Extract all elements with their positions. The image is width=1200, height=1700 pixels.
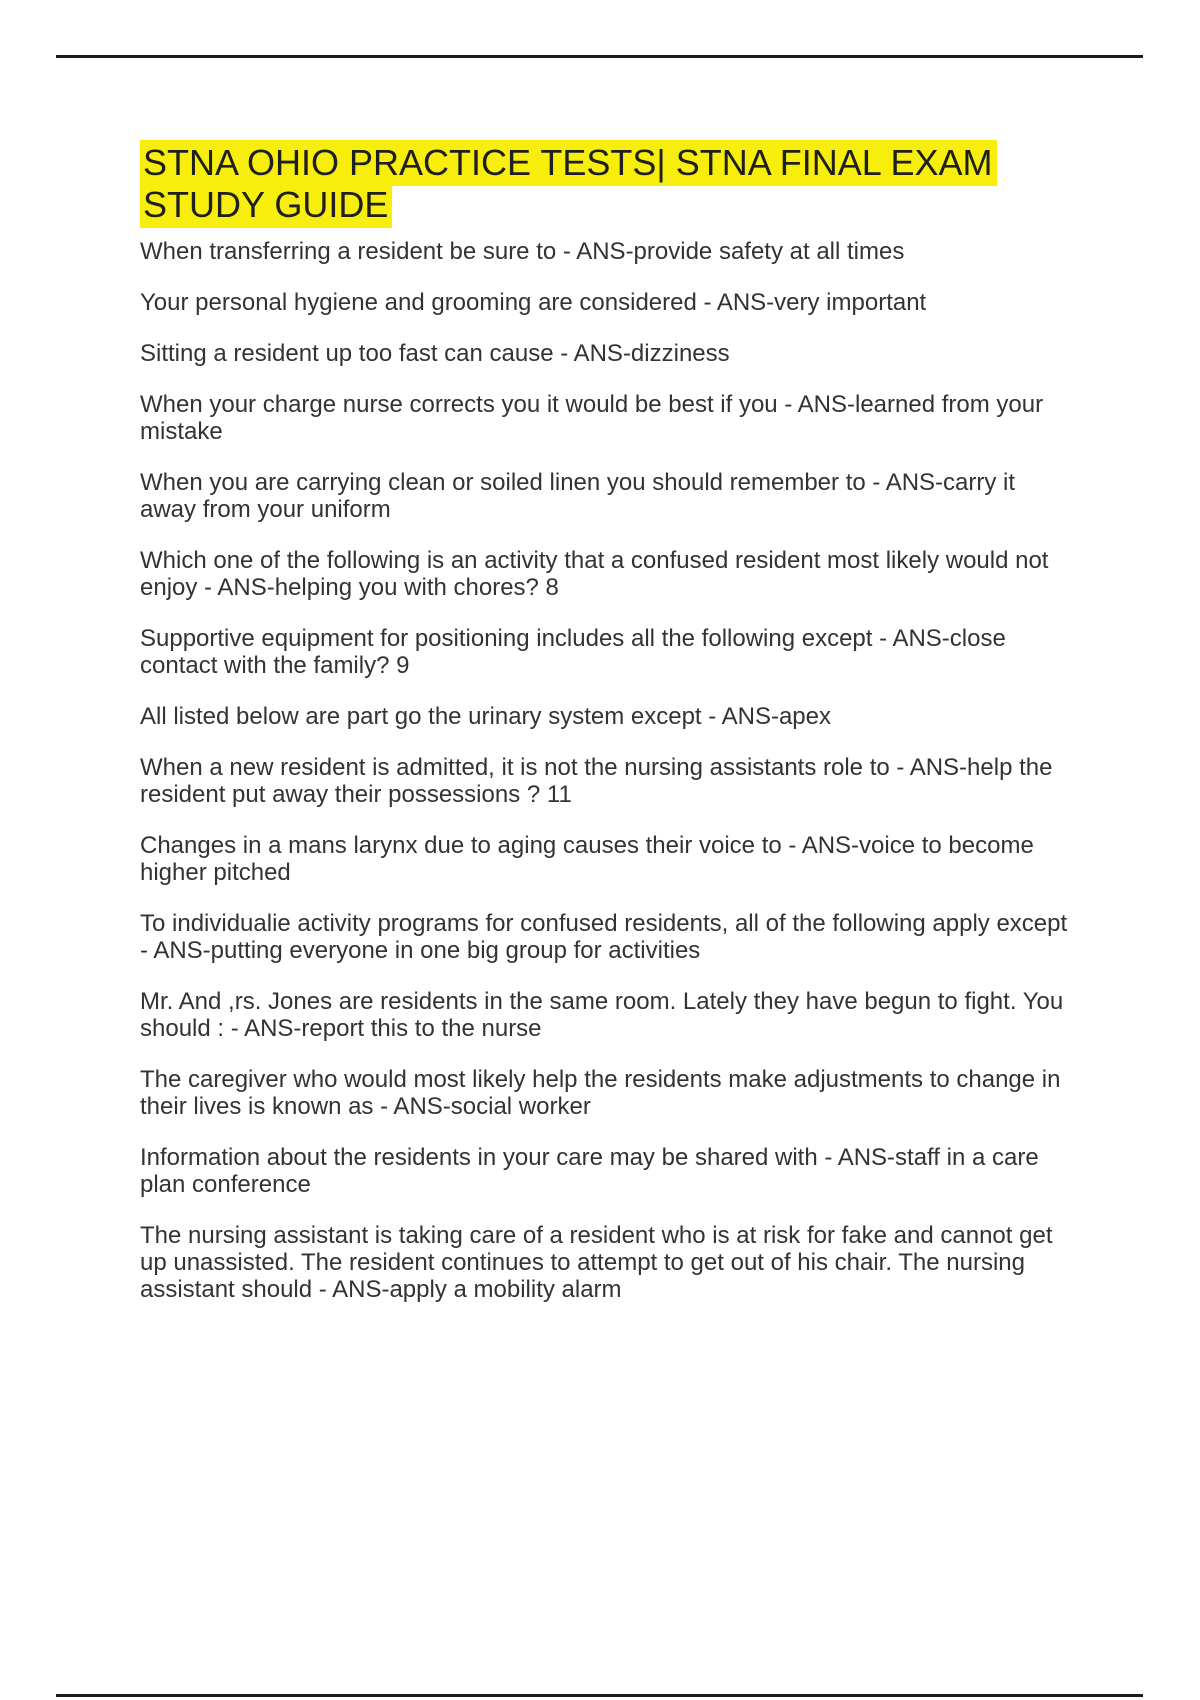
qa-item: Changes in a mans larynx due to aging causes their voice to - ANS-voice to become higher pitched [140,832,1034,886]
qa-item: The nursing assistant is taking care of a resident who is at risk for fake and cannot get up unassisted. The resident continues to attempt to get out of his chair. The nursing assistant should - ANS-apply a mobility alarm [140,1222,1053,1303]
qa-item: When your charge nurse corrects you it would be best if you - ANS-learned from your mistake [140,391,1044,445]
qa-item: Sitting a resident up too fast can cause - ANS-dizziness [140,340,730,367]
qa-item: The caregiver who would most likely help the residents make adjustments to change in their lives is known as - ANS-social worker [140,1066,1061,1120]
qa-item: Your personal hygiene and grooming are considered - ANS-very important [140,289,927,316]
qa-item: Mr. And ,rs. Jones are residents in the same room. Lately they have begun to fight. You should : - ANS-report this to the nurse [140,988,1064,1042]
qa-item: To individualie activity programs for confused residents, all of the following apply except - ANS-putting everyone in one big group for activities [140,910,1068,964]
qa-item: All listed below are part go the urinary system except - ANS-apex [140,703,831,730]
qa-item: Which one of the following is an activity that a confused resident most likely would not enjoy - ANS-helping you with chores? 8 [140,547,1049,601]
qa-item: When you are carrying clean or soiled linen you should remember to - ANS-carry it away from your uniform [140,469,1016,523]
header-rule [56,55,1143,58]
qa-item: Information about the residents in your care may be shared with - ANS-staff in a care plan conference [140,1144,1039,1198]
highlighted-title-text: STNA OHIO PRACTICE TESTS| STNA FINAL EXAM STUDY GUIDE [140,140,997,228]
qa-item: When a new resident is admitted, it is not the nursing assistants role to - ANS-help the resident put away their possessions ? 11 [140,754,1053,808]
document-content [140,142,1074,1327]
page-title [140,142,1074,226]
qa-item: When transferring a resident be sure to - ANS-provide safety at all times [140,238,905,265]
footer-rule [56,1694,1143,1697]
qa-item: Supportive equipment for positioning includes all the following except - ANS-close contact with the family? 9 [140,625,1006,679]
